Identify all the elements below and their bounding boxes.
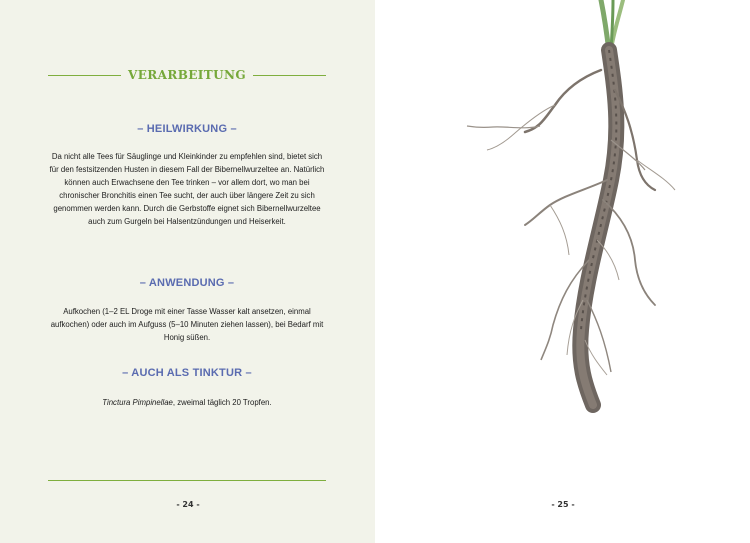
- section-text-heilwirkung: Da nicht alle Tees für Säuglinge und Kleinkinder zu empfehlen sind, bietet sich für den festsitzenden Husten in diesem Fall der Bibernellwurzeltee an. Natürlich können auch Erwachsene den Tee trinken – vor allem dort, wo man bei chronischer Bronchitis einen Tee sucht, der auch über längere Zeit zu sich genommen werden kann. Durch die Gerbstoffe eignet sich Bibernellwurzeltee auch zum Gurgeln bei Halsentzündungen und Heiserkeit.: [49, 152, 325, 226]
- bottom-rule: [48, 480, 326, 481]
- section-heading-anwendung: – ANWENDUNG –: [139, 277, 235, 289]
- chapter-title: VERARBEITUNG: [127, 68, 247, 82]
- section-heading-tinktur: – AUCH ALS TINKTUR –: [122, 367, 252, 379]
- section-text-tinktur: [48, 396, 326, 409]
- chapter-heading: [48, 66, 326, 84]
- chapter-rule-right: [253, 75, 326, 76]
- right-page: [375, 0, 750, 543]
- tinktur-dosage: , zweimal täglich 20 Tropfen.: [172, 398, 272, 407]
- chapter-rule-left: [48, 75, 121, 76]
- section-heading-heilwirkung: – HEILWIRKUNG –: [137, 123, 237, 135]
- section-text-anwendung: Aufkochen (1–2 EL Droge mit einer Tasse Wasser kalt ansetzen, einmal aufkochen) oder auch im Aufguss (5–10 Minuten ziehen lassen), bei Bedarf mit Honig süßen.: [50, 307, 324, 342]
- page-number-left: - 24 -: [176, 500, 200, 509]
- tinktur-latin-name: Tinctura Pimpinellae: [102, 398, 173, 407]
- page-number-right: - 25 -: [551, 500, 575, 509]
- root-illustration: [375, 0, 750, 543]
